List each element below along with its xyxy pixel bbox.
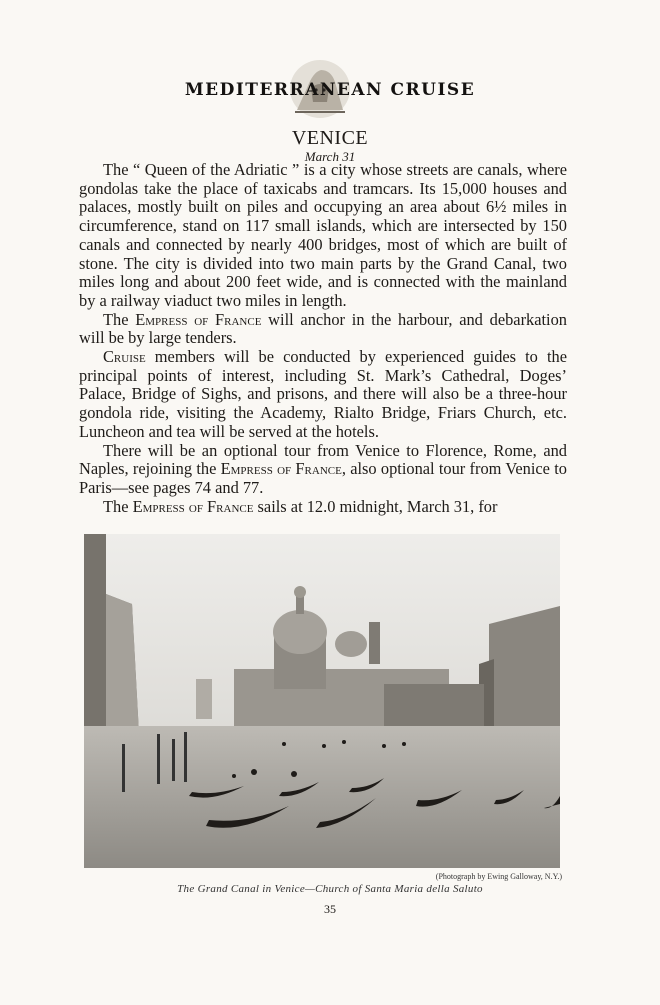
page-header — [0, 58, 660, 126]
smallcaps-text: Empress of France — [135, 309, 262, 329]
text-segment: , also optional tour from Venice to Paris—see pages 74 and 77. — [79, 459, 567, 497]
text-segment: members will be conducted by experienced guides to the principal points of interest, including St. Mark’s Cathedral, Doges’ Palace, Bridge of Sighs, and prisons, and there will also be a three-hour gondola ride, visiting the Academy, Rialto Bridge, Friars Church, etc. Luncheon and tea will be served at the hotels. — [79, 347, 567, 441]
smallcaps-text: Empress of France — [132, 496, 254, 516]
paragraph — [79, 311, 567, 348]
text-segment: sails at 12.0 midnight, March 31, for — [253, 496, 498, 516]
text-segment: The “ Queen of the Adriatic ” is a city whose streets are canals, where gondolas take the place of taxicabs and tramcars. Its 15,000 houses and palaces, mostly built on piles and occupying an area about 6½ miles in circumference, stand on 117 small islands, which are intersected by 150 canals and connected by nearly 400 bridges, most of which are built of stone. The city is divided into two main parts by the Grand Canal, two miles long and about 200 feet wide, and is connected with the mainland by a railway viaduct two miles in length. — [79, 160, 567, 310]
smallcaps-text: Cruise — [103, 347, 146, 367]
paragraph — [79, 442, 567, 498]
photo-caption: The Grand Canal in Venice—Church of Santa Maria della Saluto — [177, 883, 483, 895]
smallcaps-text: Empress of France — [220, 459, 342, 479]
text-segment: There will be an optional tour from Venice to Florence, Rome, and Naples, rejoining the — [79, 440, 567, 479]
grand-canal-photo — [84, 534, 560, 868]
paragraph — [79, 348, 567, 442]
text-segment: will anchor in the harbour, and debarkation will be by large tenders. — [79, 309, 568, 348]
paragraph — [79, 498, 567, 517]
paragraph — [79, 161, 567, 311]
text-segment: The — [103, 496, 133, 516]
section-date: March 31 — [304, 149, 356, 164]
body-text — [79, 161, 567, 516]
running-head: MEDITERRANEAN CRUISE — [184, 80, 476, 100]
page-number: 35 — [324, 902, 336, 916]
photo-credit: (Photograph by Ewing Galloway, N.Y.) — [435, 872, 562, 881]
section-title: VENICE — [291, 127, 369, 149]
text-segment: The — [103, 309, 136, 329]
